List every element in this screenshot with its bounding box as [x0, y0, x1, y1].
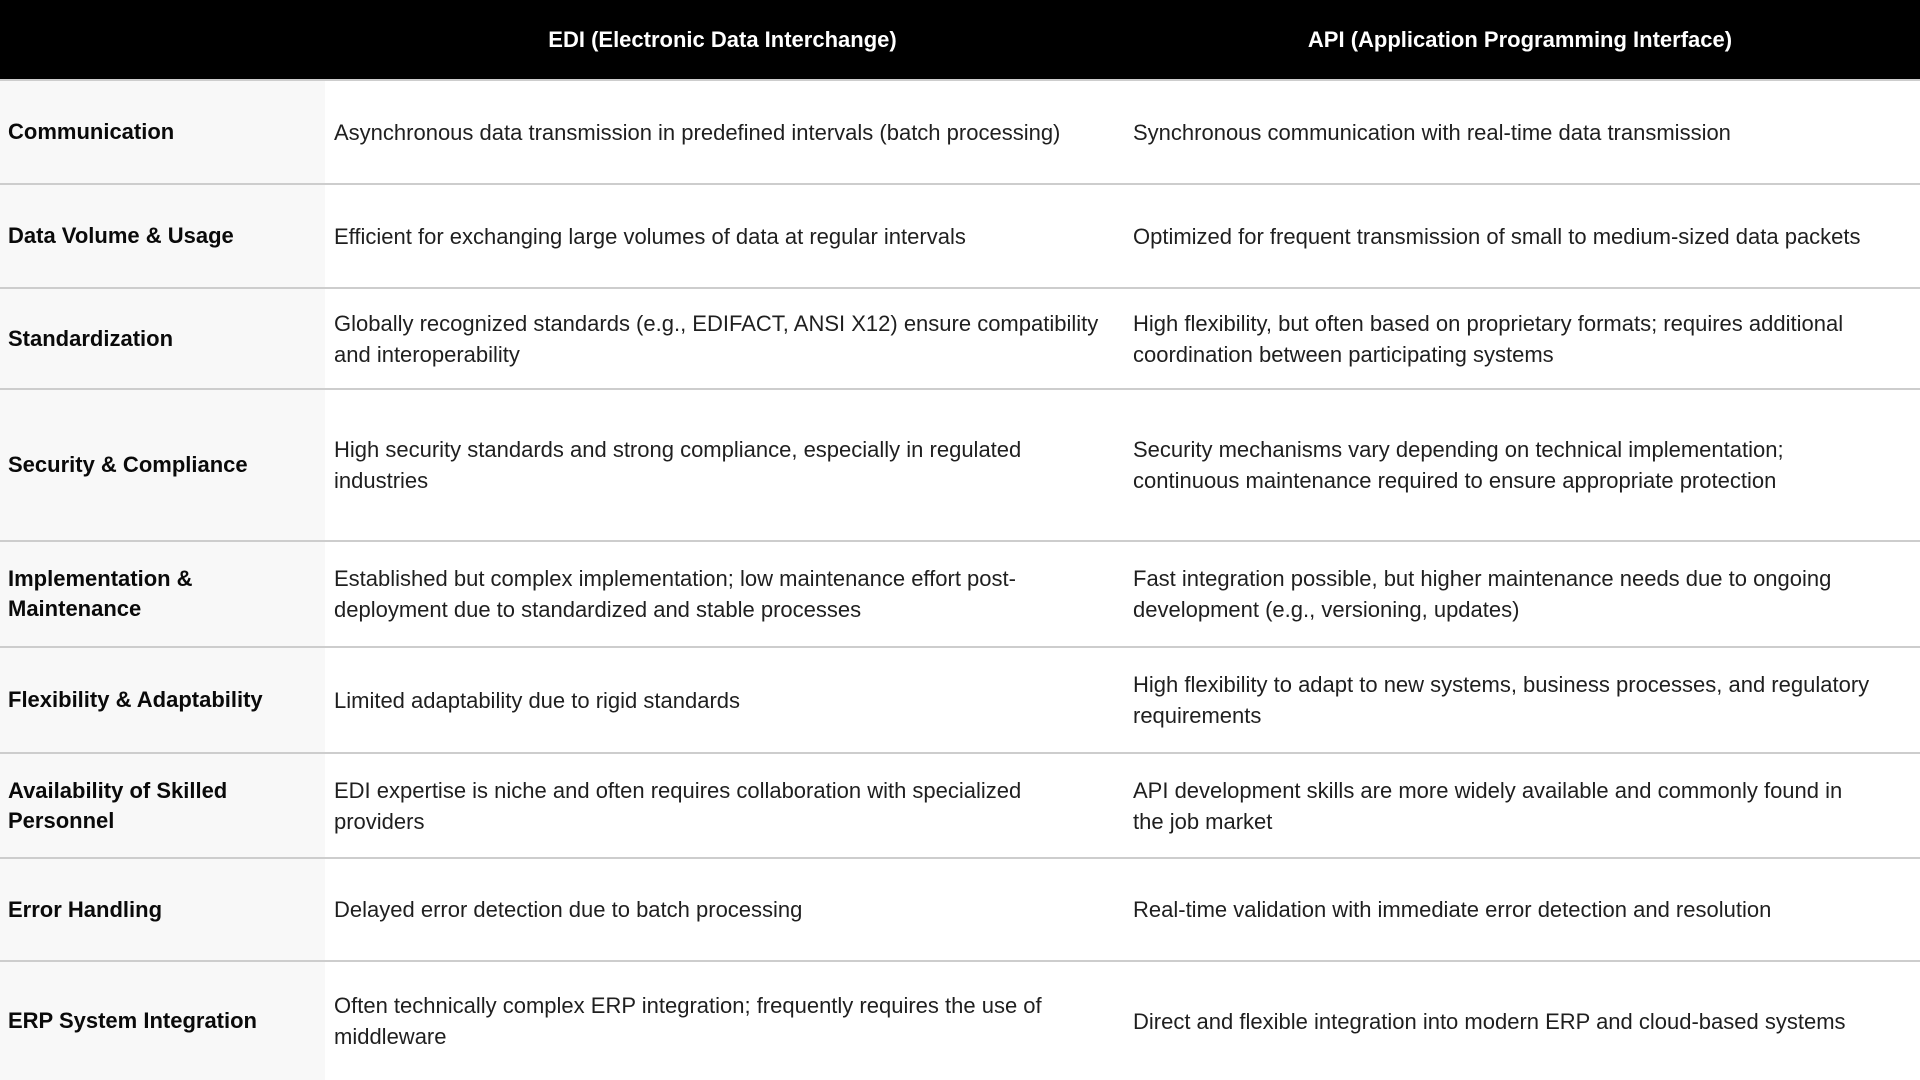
edi-cell: Delayed error detection due to batch processing [334, 897, 803, 922]
table-row [0, 288, 1920, 389]
edi-cell: High security standards and strong compliance, especially in regulated industries [334, 437, 1022, 493]
edi-cell: Limited adaptability due to rigid standards [334, 687, 741, 713]
api-cell: Security mechanisms vary depending on technical implementation; continuous maintenance required to ensure appropriate protection [1133, 437, 1784, 493]
api-cell: Synchronous communication with real-time data transmission [1133, 119, 1731, 145]
table-row [0, 647, 1920, 753]
edi-cell: EDI expertise is niche and often requires collaboration with specialized providers [334, 777, 1022, 834]
row-criterion: Flexibility & Adaptability [0, 647, 325, 753]
edi-cell: Efficient for exchanging large volumes of data at regular intervals [334, 223, 966, 249]
row-criterion: Standardization [0, 288, 325, 389]
table-row [0, 389, 1920, 541]
row-criterion: Data Volume & Usage [0, 184, 325, 288]
row-criterion: Implementation & Maintenance [0, 541, 325, 647]
table-row [0, 80, 1920, 184]
header-row [0, 0, 1920, 80]
api-cell: Direct and flexible integration into modern ERP and cloud-based systems [1133, 1008, 1846, 1034]
edi-cell: Established but complex implementation; low maintenance effort post-deployment due to standardized and stable processes [334, 566, 1016, 622]
criteria-header-cell [0, 0, 325, 80]
row-criterion: Security & Compliance [0, 389, 325, 541]
table-row [0, 858, 1920, 961]
table-row [0, 753, 1920, 858]
api-cell: Real-time validation with immediate error detection and resolution [1133, 897, 1772, 922]
edi-cell: Globally recognized standards (e.g., EDIFACT, ANSI X12) ensure compatibility and interoperability [334, 310, 1099, 367]
table-row [0, 541, 1920, 647]
api-cell: Optimized for frequent transmission of small to medium-sized data packets [1133, 223, 1861, 249]
table-row [0, 961, 1920, 1080]
row-criterion: Error Handling [0, 858, 325, 961]
table-header [0, 0, 1920, 80]
api-cell: High flexibility, but often based on proprietary formats; requires additional coordination between participating systems [1133, 310, 1844, 367]
row-criterion: Availability of Skilled Personnel [0, 753, 325, 858]
api-cell: API development skills are more widely available and commonly found in the job market [1133, 777, 1843, 834]
row-criterion: Communication [0, 80, 325, 184]
api-cell: Fast integration possible, but higher maintenance needs due to ongoing development (e.g., versioning, updates) [1133, 566, 1832, 622]
table-row [0, 184, 1920, 288]
api-cell: High flexibility to adapt to new systems, business processes, and regulatory requirements [1133, 672, 1870, 728]
edi-cell: Often technically complex ERP integration; frequently requires the use of middleware [334, 993, 1042, 1049]
table-body [0, 80, 1920, 1080]
row-criterion: ERP System Integration [0, 961, 325, 1080]
edi-cell: Asynchronous data transmission in predefined intervals (batch processing) [334, 119, 1061, 145]
api-column-header: API (Application Programming Interface) [1120, 0, 1920, 80]
edi-column-header: EDI (Electronic Data Interchange) [325, 0, 1120, 80]
